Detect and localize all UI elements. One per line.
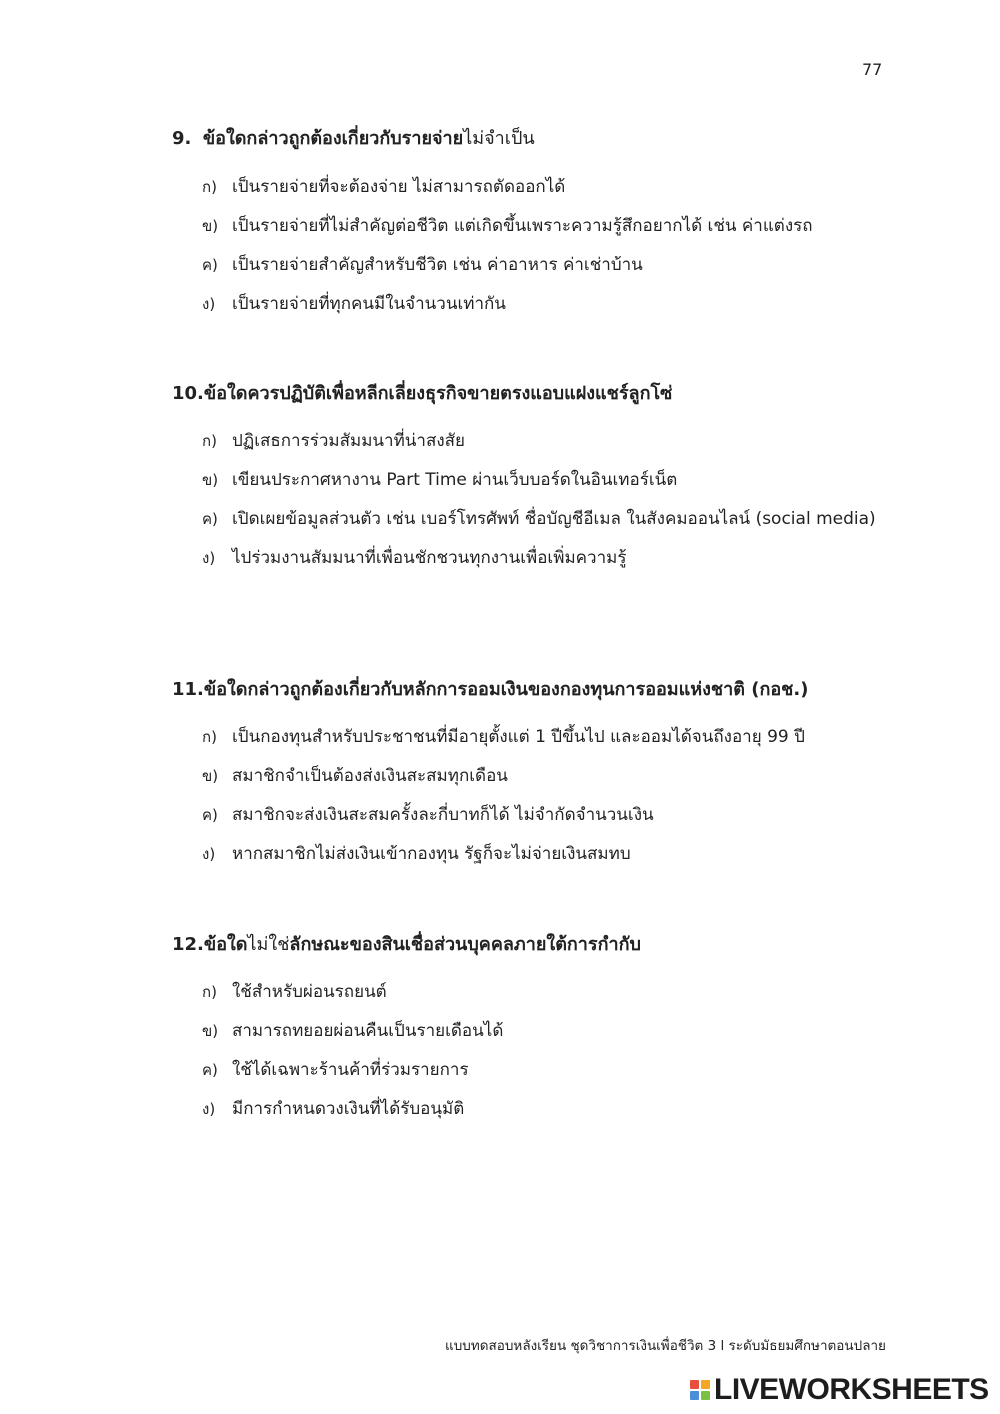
choice-item[interactable]: ก) ปฏิเสธการร่วมสัมมนาที่น่าสงสัย xyxy=(202,431,465,451)
liveworksheets-logo-icon xyxy=(690,1380,710,1400)
logo-square xyxy=(690,1391,699,1400)
question-12 xyxy=(172,932,892,1129)
page-number: 77 xyxy=(862,60,883,79)
choice-item[interactable]: ง) มีการกำหนดวงเงินที่ได้รับอนุมัติ xyxy=(202,1099,465,1119)
choice-item[interactable]: ก) ใช้สำหรับผ่อนรถยนต์ xyxy=(202,982,387,1002)
choice-item[interactable]: ค) เป็นรายจ่ายสำคัญสำหรับชีวิต เช่น ค่าอาหาร ค่าเช่าบ้าน xyxy=(202,255,643,275)
question-title: 11.ข้อใดกล่าวถูกต้องเกี่ยวกับหลักการออมเงินของกองทุนการออมแห่งชาติ (กอช.) xyxy=(172,679,809,700)
choice-item[interactable]: ข) เขียนประกาศหางาน Part Time ผ่านเว็บบอร์ดในอินเทอร์เน็ต xyxy=(202,470,678,490)
logo-square xyxy=(701,1391,710,1400)
choice-item[interactable]: ก) เป็นกองทุนสำหรับประชาชนที่มีอายุตั้งแต่ 1 ปีขึ้นไป และออมได้จนถึงอายุ 99 ปี xyxy=(202,727,805,747)
choice-item[interactable]: ข) สามารถทยอยผ่อนคืนเป็นรายเดือนได้ xyxy=(202,1021,504,1041)
choice-item[interactable]: ค) ใช้ได้เฉพาะร้านค้าที่ร่วมรายการ xyxy=(202,1060,469,1080)
brand-name: LIVEWORKSHEETS xyxy=(714,1373,989,1406)
choice-item[interactable]: ข) เป็นรายจ่ายที่ไม่สำคัญต่อชีวิต แต่เกิดขึ้นเพราะความรู้สึกอยากได้ เช่น ค่าแต่งรถ xyxy=(202,216,813,236)
choice-item[interactable]: ค) เปิดเผยข้อมูลส่วนตัว เช่น เบอร์โทรศัพท์ ชื่อบัญชีอีเมล ในสังคมออนไลน์ (social media) xyxy=(202,509,876,529)
page-footer: แบบทดสอบหลังเรียน ชุดวิชาการเงินเพื่อชีวิต 3 l ระดับมัธยมศึกษาตอนปลาย xyxy=(445,1338,886,1354)
choice-item[interactable]: ง) เป็นรายจ่ายที่ทุกคนมีในจำนวนเท่ากัน xyxy=(202,294,506,314)
question-11 xyxy=(172,677,892,874)
question-title: 12.ข้อใดไม่ใช่ลักษณะของสินเชื่อส่วนบุคคลภายใต้การกำกับ xyxy=(172,934,641,955)
logo-square xyxy=(701,1380,710,1389)
choice-item[interactable]: ง) ไปร่วมงานสัมมนาที่เพื่อนชักชวนทุกงานเพื่อเพิ่มความรู้ xyxy=(202,548,627,568)
choice-item[interactable]: ก) เป็นรายจ่ายที่จะต้องจ่าย ไม่สามารถตัดออกได้ xyxy=(202,177,566,197)
question-10 xyxy=(172,381,892,578)
question-title: 9. ข้อใดกล่าวถูกต้องเกี่ยวกับรายจ่ายไม่จำเป็น xyxy=(172,128,535,149)
choice-item[interactable]: ง) หากสมาชิกไม่ส่งเงินเข้ากองทุน รัฐก็จะไม่จ่ายเงินสมทบ xyxy=(202,844,631,864)
question-9 xyxy=(172,126,892,324)
choice-item[interactable]: ข) สมาชิกจำเป็นต้องส่งเงินสะสมทุกเดือน xyxy=(202,766,508,786)
choice-item[interactable]: ค) สมาชิกจะส่งเงินสะสมครั้งละกี่บาทก็ได้ ไม่จำกัดจำนวนเงิน xyxy=(202,805,654,825)
question-title: 10.ข้อใดควรปฏิบัติเพื่อหลีกเลี่ยงธุรกิจขายตรงแอบแฝงแชร์ลูกโซ่ xyxy=(172,383,673,404)
liveworksheets-brand[interactable] xyxy=(690,1372,989,1408)
logo-square xyxy=(690,1380,699,1389)
